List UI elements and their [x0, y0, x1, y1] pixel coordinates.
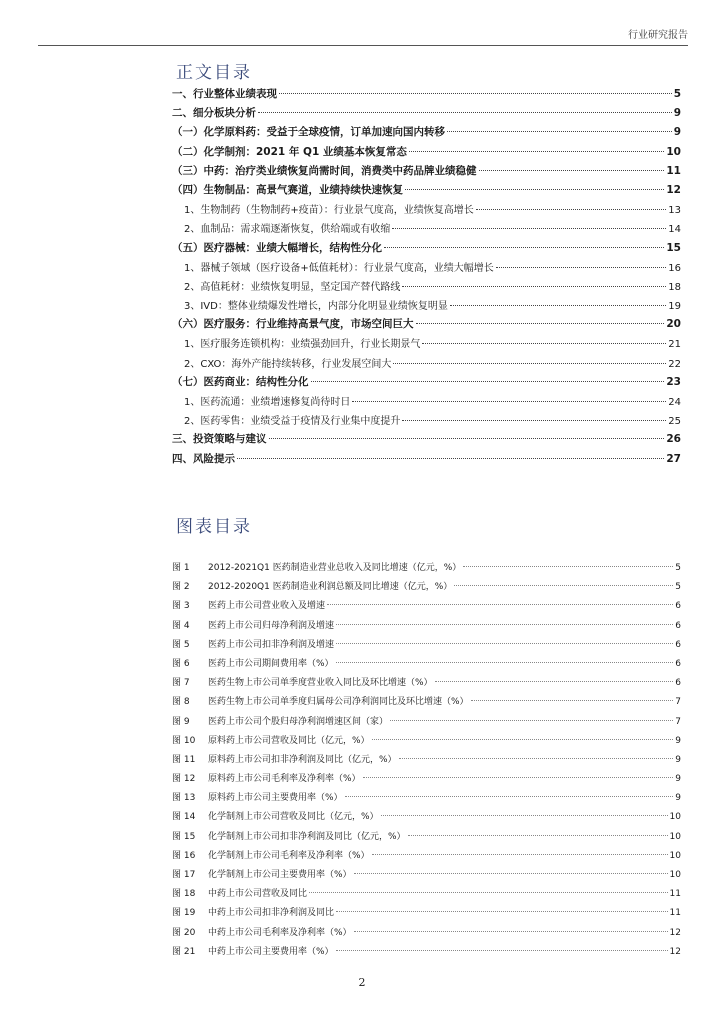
figure-number: 图 4 [172, 620, 190, 631]
toc-entry-title: 1、医疗服务连锁机构：业绩强劲回升，行业长期景气 [184, 339, 421, 351]
figure-number: 图 1 [172, 563, 190, 573]
figure-page: 10 [669, 850, 681, 861]
figure-title: 2012-2021Q1 医药制造业营业总收入及同比增速（亿元，%） [208, 563, 462, 573]
toc-entry-title: 二、细分板块分析 [172, 107, 256, 120]
toc-entry-page: 15 [666, 241, 681, 254]
figure-page: 6 [675, 658, 681, 669]
toc-entry[interactable] [172, 144, 681, 163]
toc-entry-title: 一、行业整体业绩表现 [172, 88, 277, 100]
dot-leader [471, 700, 674, 701]
toc-entry-page: 25 [668, 416, 681, 428]
toc-entry-page: 14 [668, 224, 681, 236]
figure-entry[interactable] [172, 867, 681, 886]
figure-title: 化学制剂上市公司主要费用率（%） [208, 870, 352, 880]
dot-leader [336, 950, 668, 951]
toc-entry-page: 27 [666, 452, 681, 465]
toc-entry[interactable] [172, 201, 681, 220]
figures-title: 图表目录 [176, 517, 252, 537]
dot-leader [279, 93, 672, 94]
figure-page: 10 [669, 831, 681, 842]
toc-entry-title: 三、投资策略与建议 [172, 433, 267, 446]
figure-number: 图 13 [172, 793, 196, 804]
toc-entry-page: 19 [668, 301, 681, 313]
toc-entry[interactable] [172, 220, 681, 239]
toc-entry-title: 1、医药流通：业绩增速修复尚待时日 [184, 397, 351, 408]
dot-leader [392, 228, 666, 229]
dot-leader [258, 112, 672, 113]
figure-entry[interactable] [172, 675, 681, 694]
dot-leader [450, 305, 666, 306]
toc-entry-page: 21 [668, 339, 681, 351]
dot-leader [311, 381, 665, 382]
toc-entry-title: 2、CXO：海外产能持续转移，行业发展空间大 [184, 358, 392, 370]
toc-entry[interactable] [172, 278, 681, 297]
dot-leader [435, 681, 674, 682]
toc-entry-page: 23 [666, 375, 681, 388]
figure-title: 医药生物上市公司单季度营业收入同比及环比增速（%） [208, 678, 433, 689]
dot-leader [402, 286, 666, 287]
toc-entry-page: 11 [666, 164, 681, 177]
figure-entry[interactable] [172, 790, 681, 809]
figure-page: 5 [675, 582, 681, 593]
toc-entry[interactable] [172, 182, 681, 201]
dot-leader [405, 189, 664, 190]
figure-entry[interactable] [172, 618, 681, 637]
figure-number: 图 6 [172, 658, 190, 669]
figure-number: 图 18 [172, 889, 196, 900]
toc-entry-page: 9 [673, 107, 681, 120]
figure-page: 6 [675, 678, 681, 689]
toc-entry-page: 13 [668, 205, 681, 217]
dot-leader [372, 854, 668, 855]
dot-leader [416, 323, 665, 324]
figure-entry[interactable] [172, 656, 681, 675]
toc-entry-page: 20 [666, 318, 681, 331]
dot-leader [327, 604, 673, 605]
figure-number: 图 14 [172, 812, 196, 823]
toc-entry-title: 1、生物制药（生物制药+疫苗）：行业景气度高，业绩恢复高增长 [184, 205, 474, 217]
toc-entry-page: 9 [673, 126, 681, 139]
figure-page: 7 [675, 716, 681, 727]
figure-number: 图 20 [172, 927, 196, 938]
toc-entry-title: 1、器械子领域（医疗设备+低值耗材）：行业景气度高，业绩大幅增长 [184, 262, 494, 274]
toc-entry[interactable] [172, 297, 681, 316]
figure-entry[interactable] [172, 714, 681, 733]
toc-entry[interactable] [172, 451, 681, 470]
figure-title: 中药上市公司毛利率及净利率（%） [208, 927, 352, 938]
figure-page: 12 [669, 946, 681, 957]
figure-title: 中药上市公司主要费用率（%） [208, 946, 334, 957]
figure-number: 图 21 [172, 946, 196, 957]
figure-entry[interactable] [172, 579, 681, 598]
toc-entry[interactable] [172, 335, 681, 354]
figure-number: 图 8 [172, 697, 190, 708]
figure-entry[interactable] [172, 829, 681, 848]
figure-page: 9 [675, 793, 681, 804]
toc-entry-page: 18 [668, 281, 681, 293]
figure-entry[interactable] [172, 886, 681, 905]
toc-entry-title: （三）中药：治疗类业绩恢复尚需时间，消费类中药品牌业绩稳健 [172, 164, 477, 177]
figure-number: 图 9 [172, 716, 190, 727]
toc-entry-title: （一）化学原料药：受益于全球疫情，订单加速向国内转移 [172, 126, 445, 139]
toc-entry-page: 12 [666, 183, 681, 196]
figure-number: 图 7 [172, 678, 190, 689]
figure-title: 原料药上市公司主要费用率（%） [208, 793, 343, 804]
toc-entry-title: 四、风险提示 [172, 452, 235, 465]
toc-entry-title: 3、IVD：整体业绩爆发性增长，内部分化明显业绩恢复明显 [184, 301, 448, 313]
dot-leader [399, 758, 674, 759]
toc-title: 正文目录 [176, 63, 252, 83]
figure-title: 医药生物上市公司单季度归属母公司净利润同比及环比增速（%） [208, 697, 469, 708]
report-type-label: 行业研究报告 [628, 30, 688, 41]
figure-title: 原料药上市公司营收及同比（亿元，%） [208, 735, 370, 746]
figure-title: 医药上市公司扣非净利润及增速 [208, 639, 335, 650]
dot-leader [402, 420, 666, 421]
figure-title: 医药上市公司营业收入及增速 [208, 601, 326, 612]
figure-title: 化学制剂上市公司毛利率及净利率（%） [208, 850, 370, 861]
dot-leader [381, 815, 668, 816]
dot-leader [372, 739, 674, 740]
page-number: 2 [358, 976, 366, 989]
dot-leader [354, 873, 668, 874]
dot-leader [269, 438, 665, 439]
dot-leader [390, 720, 673, 721]
dot-leader [336, 624, 673, 625]
figure-entry[interactable] [172, 637, 681, 656]
toc-entry-title: 2、医药零售：业绩受益于疫情及行业集中度提升 [184, 416, 401, 428]
dot-leader [408, 835, 668, 836]
figure-entry[interactable] [172, 560, 681, 579]
figure-page: 6 [675, 639, 681, 650]
figure-number: 图 11 [172, 754, 196, 765]
toc-entry-title: （七）医药商业：结构性分化 [172, 375, 309, 388]
figure-page: 7 [675, 697, 681, 708]
dot-leader [336, 662, 674, 663]
dot-leader [336, 911, 668, 912]
dot-leader [476, 209, 667, 210]
dot-leader [363, 777, 674, 778]
toc-entry[interactable] [172, 355, 681, 374]
figure-number: 图 3 [172, 601, 190, 612]
toc-entry[interactable] [172, 105, 681, 124]
figure-page: 6 [675, 620, 681, 631]
dot-leader [352, 401, 666, 402]
dot-leader [409, 151, 664, 152]
figure-title: 原料药上市公司扣非净利润及同比（亿元，%） [208, 754, 397, 765]
figure-title: 医药上市公司个股归母净利润增速区间（家） [208, 716, 389, 727]
toc-entry-page: 26 [666, 433, 681, 446]
figure-entry[interactable] [172, 752, 681, 771]
toc-entry-page: 22 [668, 358, 681, 370]
figure-title: 中药上市公司营收及同比 [208, 889, 308, 900]
figure-number: 图 5 [172, 639, 190, 650]
figure-entry[interactable] [172, 944, 681, 963]
toc-entry-title: （二）化学制剂：2021 年 Q1 业绩基本恢复常态 [172, 145, 407, 158]
figure-page: 10 [669, 870, 681, 880]
figure-entry[interactable] [172, 809, 681, 828]
figure-entry[interactable] [172, 598, 681, 617]
figure-title: 化学制剂上市公司营收及同比（亿元，%） [208, 812, 379, 823]
dot-leader [393, 363, 666, 364]
figure-entry[interactable] [172, 733, 681, 752]
table-of-contents [172, 86, 681, 470]
figure-number: 图 17 [172, 870, 196, 880]
toc-entry-title: （四）生物制品：高景气赛道，业绩持续快速恢复 [172, 183, 403, 196]
toc-entry[interactable] [172, 393, 681, 412]
toc-entry-page: 24 [668, 397, 681, 408]
toc-entry[interactable] [172, 374, 681, 393]
figure-number: 图 10 [172, 735, 196, 746]
figure-entry[interactable] [172, 905, 681, 924]
figure-page: 12 [669, 927, 681, 938]
toc-entry[interactable] [172, 412, 681, 431]
toc-entry-page: 5 [673, 88, 681, 100]
figure-number: 图 15 [172, 831, 196, 842]
toc-entry[interactable] [172, 124, 681, 143]
toc-entry-title: 2、血制品：需求端逐渐恢复，供给端或有收缩 [184, 224, 391, 236]
figure-page: 9 [675, 774, 681, 785]
dot-leader [463, 566, 673, 567]
figure-page: 11 [669, 908, 681, 919]
dot-leader [354, 931, 668, 932]
figure-number: 图 2 [172, 582, 190, 593]
figure-page: 6 [675, 601, 681, 612]
figure-entry[interactable] [172, 771, 681, 790]
toc-entry-title: （五）医疗器械：业绩大幅增长，结构性分化 [172, 241, 382, 254]
figure-title: 医药上市公司归母净利润及增速 [208, 620, 335, 631]
toc-entry[interactable] [172, 240, 681, 259]
dot-leader [496, 267, 667, 268]
figure-page: 5 [675, 563, 681, 573]
toc-entry[interactable] [172, 259, 681, 278]
figure-page: 10 [669, 812, 681, 823]
dot-leader [447, 131, 672, 132]
toc-entry-page: 10 [666, 145, 681, 158]
toc-entry[interactable] [172, 163, 681, 182]
toc-entry[interactable] [172, 86, 681, 105]
figure-title: 中药上市公司扣非净利润及同比 [208, 908, 335, 919]
figure-title: 原料药上市公司毛利率及净利率（%） [208, 774, 361, 785]
figure-page: 9 [675, 754, 681, 765]
toc-entry[interactable] [172, 316, 681, 335]
toc-entry-page: 16 [668, 262, 681, 274]
dot-leader [309, 892, 668, 893]
figure-entry[interactable] [172, 848, 681, 867]
figure-page: 9 [675, 735, 681, 746]
dot-leader [237, 458, 664, 459]
dot-leader [336, 643, 673, 644]
toc-entry-title: （六）医疗服务：行业维持高景气度，市场空间巨大 [172, 318, 414, 331]
figure-title: 2012-2020Q1 医药制造业利润总额及同比增速（亿元，%） [208, 582, 453, 593]
figure-entry[interactable] [172, 925, 681, 944]
dot-leader [479, 170, 665, 171]
figure-number: 图 19 [172, 908, 196, 919]
figure-title: 化学制剂上市公司扣非净利润及同比（亿元，%） [208, 831, 406, 842]
figure-list [172, 560, 681, 963]
dot-leader [345, 796, 674, 797]
dot-leader [384, 247, 664, 248]
dot-leader [454, 585, 673, 586]
toc-entry[interactable] [172, 431, 681, 450]
figure-number: 图 12 [172, 774, 196, 785]
figure-entry[interactable] [172, 694, 681, 713]
header-divider [38, 45, 688, 46]
dot-leader [422, 343, 666, 344]
figure-page: 11 [669, 889, 681, 900]
figure-title: 医药上市公司期间费用率（%） [208, 658, 334, 669]
toc-entry-title: 2、高值耗材：业绩恢复明显，坚定国产替代路线 [184, 281, 401, 293]
figure-number: 图 16 [172, 850, 196, 861]
